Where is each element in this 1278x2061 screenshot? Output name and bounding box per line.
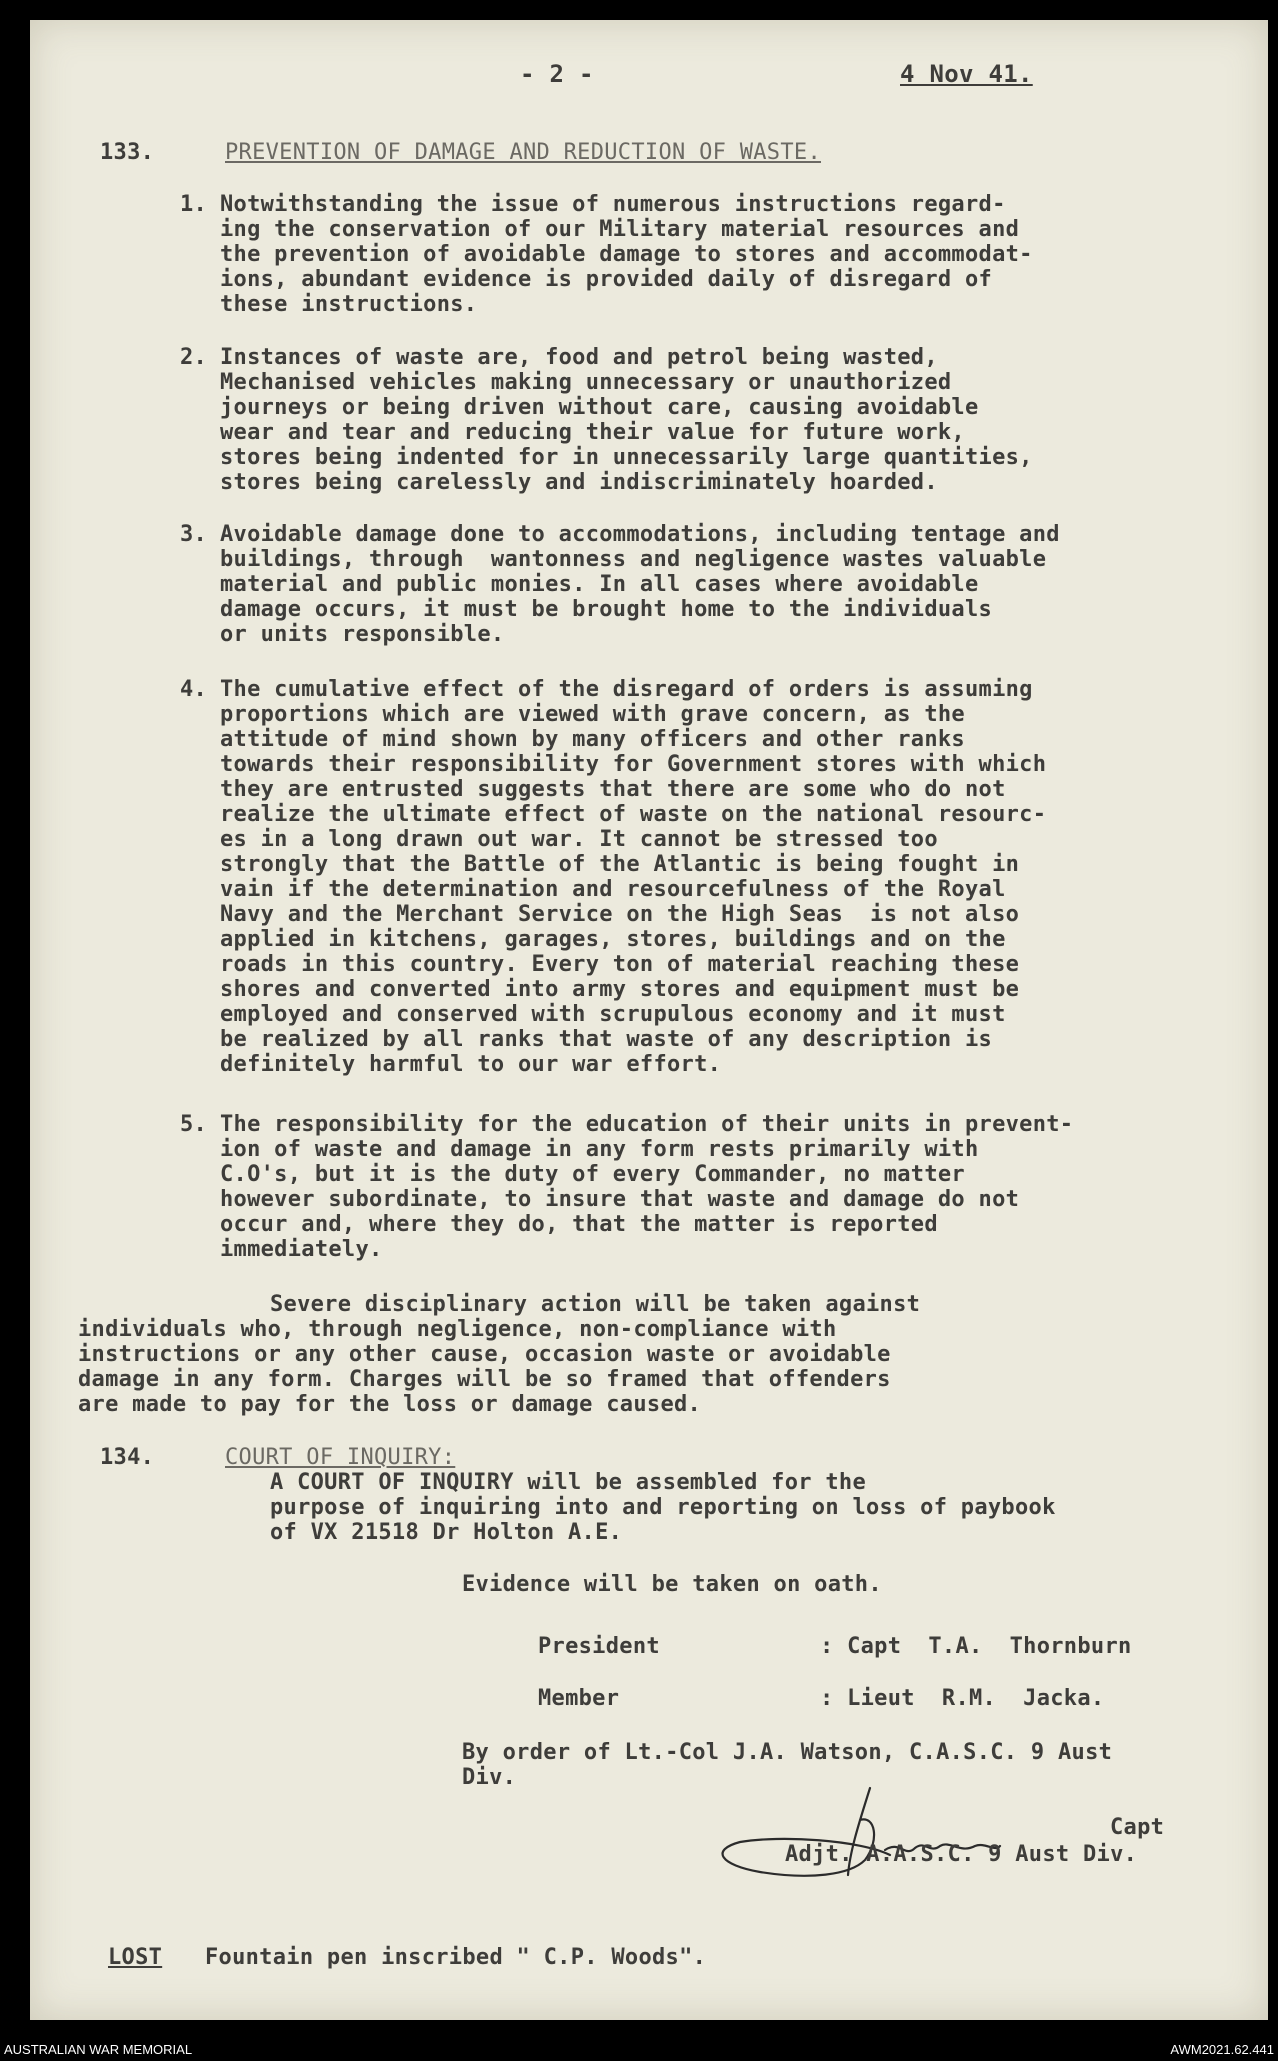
inquiry-line-2: purpose of inquiring into and reporting on loss of paybook — [270, 1495, 1056, 1520]
paragraph-line: journeys or being driven without care, causing avoidable — [220, 395, 979, 420]
paragraph-number: 3. — [180, 522, 208, 547]
lost-label: LOST — [108, 1945, 163, 1970]
paragraph-2 — [180, 345, 1033, 495]
paragraph-number: 1. — [180, 192, 208, 217]
closing-line: damage in any form. Charges will be so framed that offenders — [78, 1367, 891, 1392]
paragraph-line: Instances of waste are, food and petrol being wasted, — [220, 345, 938, 370]
paragraph-line: The responsibility for the education of their units in prevent- — [220, 1112, 1074, 1137]
paragraph-line: buildings, through wantonness and negligence wastes valuable — [220, 547, 1047, 572]
paragraph-line: they are entrusted suggests that there are some who do not — [220, 777, 1006, 802]
section-134-number: 134. — [100, 1445, 155, 1470]
order-line-2: Div. — [462, 1765, 517, 1790]
member-name: : Lieut R.M. Jacka. — [820, 1686, 1105, 1711]
closing-line: instructions or any other cause, occasion waste or avoidable — [78, 1342, 891, 1367]
paragraph-line: roads in this country. Every ton of material reaching these — [220, 952, 1020, 977]
lost-text: Fountain pen inscribed " C.P. Woods". — [205, 1945, 707, 1970]
paragraph-number: 5. — [180, 1112, 208, 1137]
closing-paragraph — [78, 1292, 921, 1417]
paragraph-line: damage occurs, it must be brought home to the individuals — [220, 597, 993, 622]
paragraph-line: stores being indented for in unnecessarily large quantities, — [220, 445, 1033, 470]
paragraph-1 — [180, 192, 1033, 317]
footer-reference-id: AWM2021.62.441 — [1170, 2042, 1274, 2057]
member-role: Member — [538, 1686, 620, 1711]
paragraph-line: The cumulative effect of the disregard of orders is assuming — [220, 677, 1033, 702]
paragraph-line: Mechanised vehicles making unnecessary or unauthorized — [220, 370, 952, 395]
paragraph-line: employed and conserved with scrupulous economy and it must — [220, 1002, 1006, 1027]
paragraph-line: ion of waste and damage in any form rests primarily with — [220, 1137, 979, 1162]
paragraph-line: Navy and the Merchant Service on the High Seas is not also — [220, 902, 1020, 927]
paragraph-line: Notwithstanding the issue of numerous instructions regard- — [220, 192, 1006, 217]
closing-line: individuals who, through negligence, non-compliance with — [78, 1317, 837, 1342]
inquiry-line-1: A COURT OF INQUIRY will be assembled for the — [270, 1470, 866, 1495]
page-number: - 2 - — [520, 60, 594, 88]
paragraph-line: strongly that the Battle of the Atlantic is being fought in — [220, 852, 1020, 877]
closing-line: are made to pay for the loss or damage caused. — [78, 1392, 702, 1417]
president-name: : Capt T.A. Thornburn — [820, 1634, 1132, 1659]
paragraph-line: attitude of mind shown by many officers and other ranks — [220, 727, 965, 752]
order-line-1: By order of Lt.-Col J.A. Watson, C.A.S.C. 9 Aust — [462, 1740, 1113, 1765]
paragraph-line: these instructions. — [220, 292, 478, 317]
handwritten-signature — [700, 1780, 1120, 1890]
paragraph-line: immediately. — [220, 1237, 383, 1262]
inquiry-line-3: of VX 21518 Dr Holton A.E. — [270, 1520, 623, 1545]
section-134-heading: COURT OF INQUIRY: — [225, 1445, 456, 1470]
paragraph-4 — [180, 677, 1047, 1077]
paragraph-line: wear and tear and reducing their value for future work, — [220, 420, 965, 445]
signature-rank: Capt — [1110, 1815, 1165, 1840]
paragraph-line: ions, abundant evidence is provided daily of disregard of — [220, 267, 993, 292]
paragraph-line: es in a long drawn out war. It cannot be stressed too — [220, 827, 938, 852]
paragraph-line: stores being carelessly and indiscriminately hoarded. — [220, 470, 938, 495]
section-133-number: 133. — [100, 140, 155, 165]
paragraph-line: vain if the determination and resourcefulness of the Royal — [220, 877, 1006, 902]
paragraph-5 — [180, 1112, 1074, 1262]
section-133-heading: PREVENTION OF DAMAGE AND REDUCTION OF WASTE. — [225, 140, 821, 165]
closing-line: Severe disciplinary action will be taken against — [270, 1292, 921, 1317]
paragraph-number: 2. — [180, 345, 208, 370]
footer-archive-name: AUSTRALIAN WAR MEMORIAL — [4, 2042, 193, 2057]
paragraph-line: however subordinate, to insure that waste and damage do not — [220, 1187, 1020, 1212]
paragraph-line: the prevention of avoidable damage to stores and accommodat- — [220, 242, 1033, 267]
paragraph-line: or units responsible. — [220, 622, 505, 647]
paragraph-line: towards their responsibility for Government stores with which — [220, 752, 1047, 777]
paragraph-line: definitely harmful to our war effort. — [220, 1052, 722, 1077]
paragraph-line: realize the ultimate effect of waste on the national resourc- — [220, 802, 1047, 827]
paragraph-number: 4. — [180, 677, 208, 702]
paragraph-3 — [180, 522, 1060, 647]
signature-title: Adjt. A.A.S.C. 9 Aust Div. — [785, 1842, 1138, 1867]
document-date: 4 Nov 41. — [900, 60, 1033, 88]
paragraph-line: shores and converted into army stores and equipment must be — [220, 977, 1020, 1002]
evidence-line: Evidence will be taken on oath. — [462, 1572, 882, 1597]
paragraph-line: Avoidable damage done to accommodations, including tentage and — [220, 522, 1060, 547]
paragraph-line: applied in kitchens, garages, stores, buildings and on the — [220, 927, 1006, 952]
president-role: President — [538, 1634, 660, 1659]
paragraph-line: proportions which are viewed with grave concern, as the — [220, 702, 965, 727]
paragraph-line: C.O's, but it is the duty of every Commander, no matter — [220, 1162, 965, 1187]
paragraph-line: be realized by all ranks that waste of any description is — [220, 1027, 993, 1052]
paragraph-line: ing the conservation of our Military material resources and — [220, 217, 1020, 242]
paragraph-line: occur and, where they do, that the matter is reported — [220, 1212, 938, 1237]
paragraph-line: material and public monies. In all cases where avoidable — [220, 572, 979, 597]
